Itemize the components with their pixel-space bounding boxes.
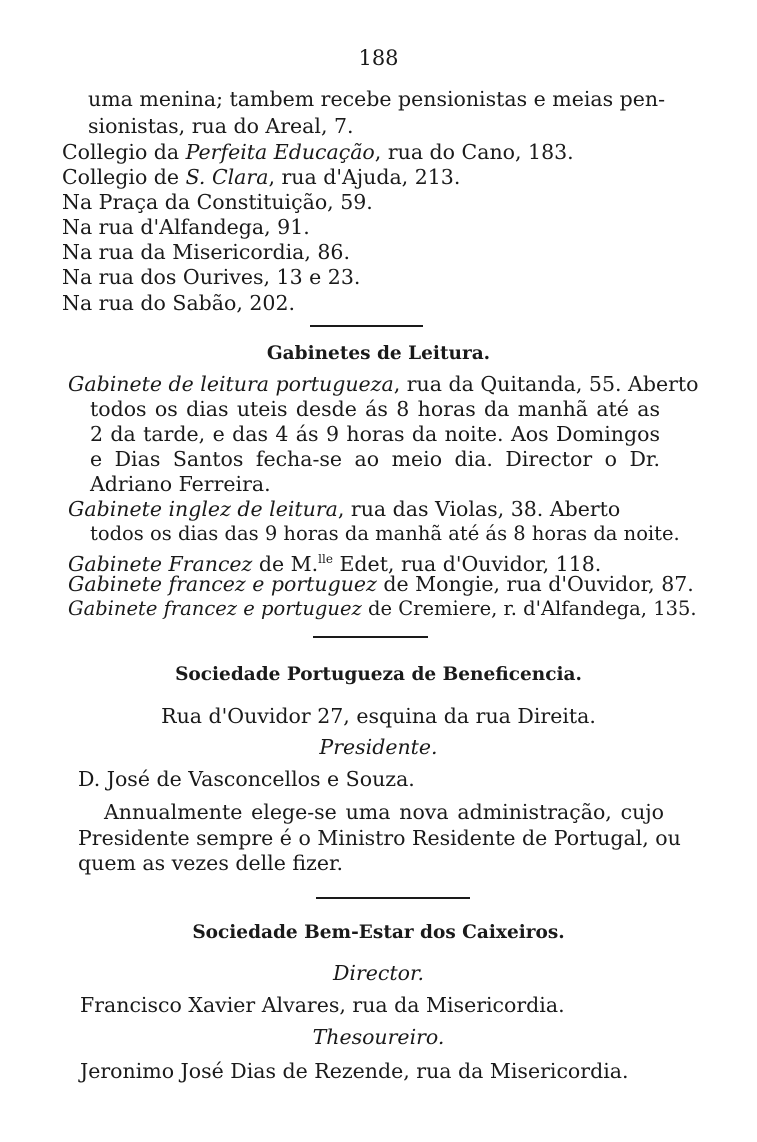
school-name: Perfeita Educação: [185, 140, 375, 164]
text: , rua da Quitanda, 55. Aberto: [393, 372, 699, 396]
intro-line: [62, 164, 460, 190]
entry-line: todos os dias das 9 horas da manhã até ás 8 horas da noite.: [90, 522, 680, 545]
intro-line: Na Praça da Constituição, 59.: [62, 190, 373, 214]
cabinet-name: Gabinete francez e portuguez: [68, 572, 377, 596]
text: de M.: [252, 551, 319, 576]
intro-line: Na rua dos Ourives, 13 e 23.: [62, 265, 361, 289]
note-line: quem as vezes delle fizer.: [78, 851, 344, 875]
text: , rua d'Ajuda, 213.: [268, 165, 461, 189]
section-heading-gabinetes: Gabinetes de Leitura.: [266, 343, 491, 364]
school-name: S. Clara: [185, 165, 269, 189]
intro-line: Na rua do Sabão, 202.: [62, 291, 296, 315]
text-line: Presidente sempre é o Ministro Residente de Portugal, ou: [78, 826, 681, 850]
section-heading-beneficencia: Sociedade Portugueza de Beneficencia.: [175, 664, 582, 685]
address-line: Rua d'Ouvidor 27, esquina da rua Direita.: [161, 704, 596, 728]
cabinet-name: Gabinete inglez de leitura: [68, 497, 338, 521]
note-line: [104, 799, 664, 825]
intro-line: [62, 139, 574, 165]
intro-line: Na rua d'Alfandega, 91.: [62, 215, 310, 239]
text: , rua das Violas, 38. Aberto: [337, 497, 621, 521]
section-heading-caixeiros: Sociedade Bem-Estar dos Caixeiros.: [192, 922, 565, 943]
person-line: Francisco Xavier Alvares, rua da Misericordia.: [80, 993, 565, 1017]
text: Collegio de: [62, 165, 186, 189]
page-number: 188: [358, 46, 399, 70]
entry-line: [68, 596, 697, 622]
entry-line: [68, 571, 694, 597]
text-line: 2 da tarde, e das 4 ás 9 horas da noite. Aos Domingos: [90, 422, 660, 446]
person-line: D. José de Vasconcellos e Souza.: [78, 767, 415, 791]
cabinet-name: Gabinete francez e portuguez: [68, 597, 362, 620]
section-divider: [310, 325, 423, 327]
text: Edet, rua d'Ouvidor, 118.: [332, 551, 602, 576]
cabinet-name: Gabinete Francez: [68, 551, 253, 576]
text: de Cremiere, r. d'Alfandega, 135.: [361, 597, 697, 620]
text-line: uma menina; tambem recebe pensionistas e meias pen-: [88, 87, 666, 111]
role-title: Presidente.: [319, 735, 438, 759]
text-line: e Dias Santos fecha-se ao meio dia. Director o Dr.: [90, 447, 660, 471]
role-title: Thesoureiro.: [312, 1025, 445, 1049]
text: Collegio da: [62, 140, 186, 164]
text-line: todos os dias uteis desde ás 8 horas da manhã até as: [90, 397, 660, 421]
intro-line: [88, 86, 666, 112]
entry-line: [68, 371, 699, 397]
section-divider: [316, 897, 470, 899]
section-divider: [313, 636, 428, 638]
intro-line: sionistas, rua do Areal, 7.: [88, 114, 354, 138]
entry-line: [90, 396, 660, 422]
intro-line: Na rua da Misericordia, 86.: [62, 240, 350, 264]
entry-line: [90, 446, 660, 472]
superscript: lle: [318, 552, 333, 566]
entry-line: [68, 496, 620, 522]
entry-line: [90, 421, 660, 447]
cabinet-name: Gabinete de leitura portugueza: [68, 372, 394, 396]
text: de Mongie, rua d'Ouvidor, 87.: [376, 572, 694, 596]
person-line: Jeronimo José Dias de Rezende, rua da Misericordia.: [80, 1059, 629, 1083]
role-title: Director.: [332, 961, 425, 985]
text-line: Annualmente elege-se uma nova administração, cujo: [104, 800, 664, 824]
note-line: [78, 825, 681, 851]
text: , rua do Cano, 183.: [374, 140, 574, 164]
entry-line: Adriano Ferreira.: [90, 472, 271, 496]
